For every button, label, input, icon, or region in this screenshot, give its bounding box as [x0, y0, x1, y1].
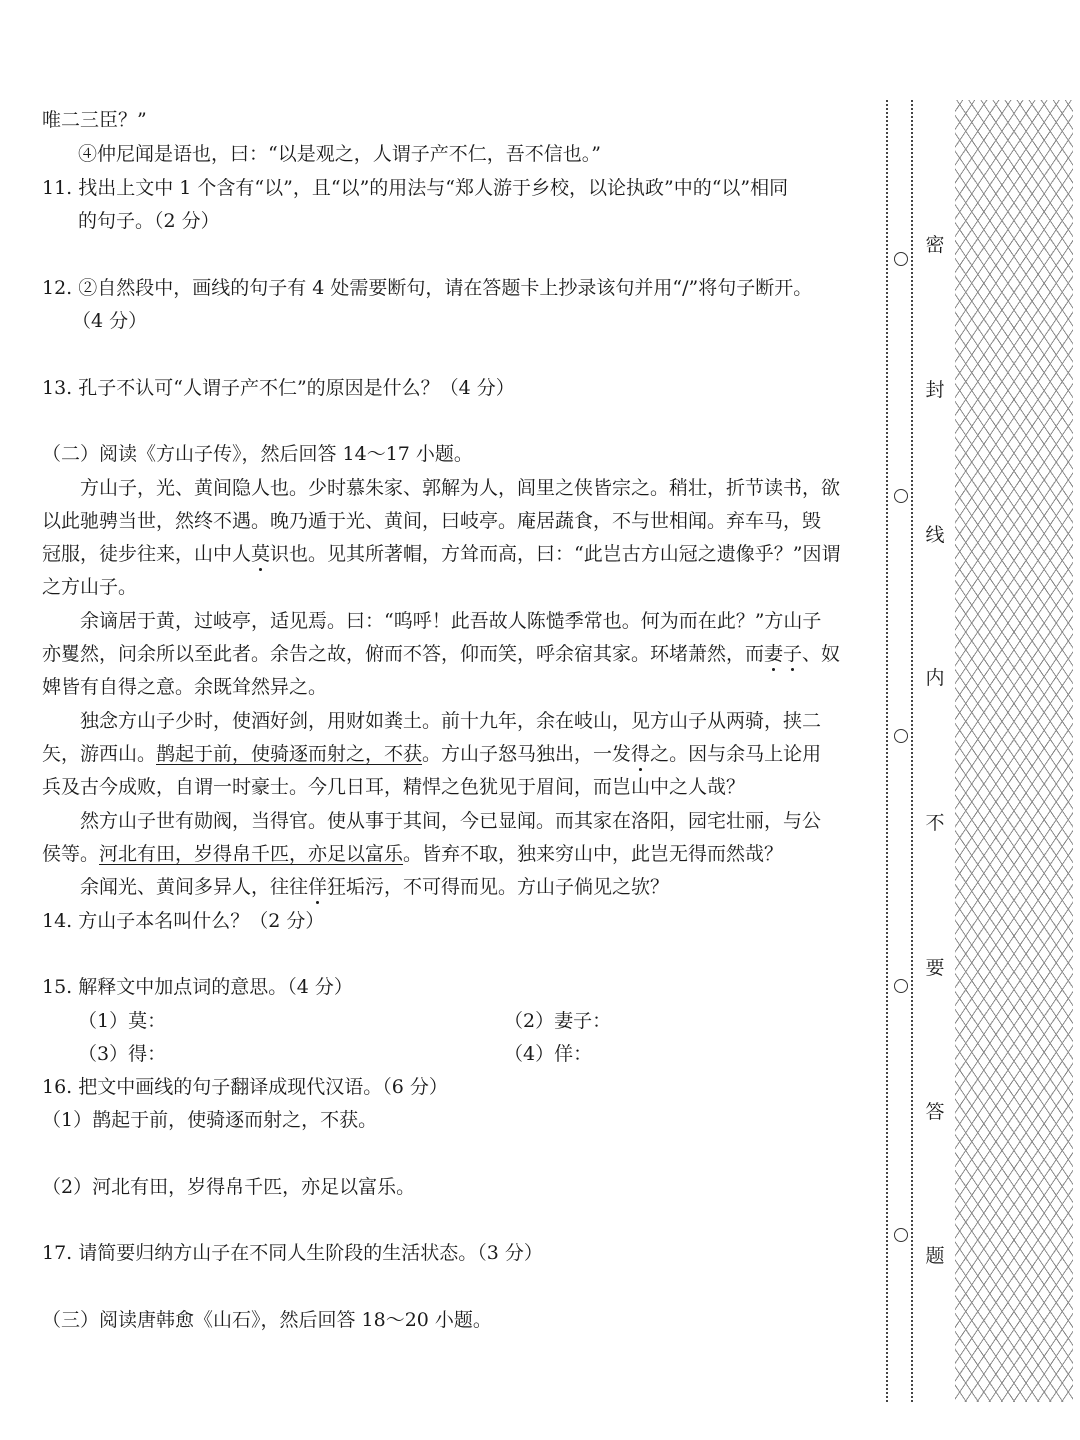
seal-char: 要 [925, 957, 945, 979]
question-12: 12. ②自然段中，画线的句子有 4 处需要断句，请在答题卡上抄录该句并用“/”将句子断开。 [42, 277, 813, 299]
seal-char: 内 [925, 667, 945, 689]
dotted-word-de: 得 [631, 743, 651, 765]
binding-hole-icon [894, 979, 908, 993]
seal-char: 线 [925, 524, 945, 546]
passage-line: 亦矍然，问余所以至此者。余告之故，俯而不答，仰而笑，呼余宿其家。环堵萧然，而妻子、奴 [42, 643, 841, 665]
passage-line: 以此驰骋当世，然终不遇。晚乃遁于光、黄间，曰岐亭。庵居蔬食，不与世相闻。弃车马，毁 [42, 510, 822, 532]
dotted-word-qi: 妻 [764, 643, 784, 665]
passage-line: 余闻光、黄间多异人，往往佯狂垢污，不可得而见。方山子倘见之欤？ [80, 876, 670, 898]
dotted-word-yang: 佯 [308, 876, 328, 898]
passage-line: 唯二三臣？” [42, 109, 147, 131]
passage-line: 之方山子。 [42, 576, 138, 598]
seal-dotted-line [911, 100, 913, 1402]
underlined-sentence-2: 河北有田，岁得帛千匹，亦足以富乐 [99, 843, 404, 865]
passage-line: 方山子，光、黄间隐人也。少时慕朱家、郭解为人，闾里之侠皆宗之。稍壮，折节读书，欲 [80, 477, 841, 499]
question-16-item-2: （2）河北有田，岁得帛千匹，亦足以富乐。 [42, 1176, 416, 1198]
question-12-score: （4 分） [72, 310, 148, 332]
underlined-sentence-1: 鹊起于前，使骑逐而射之，不获 [156, 743, 423, 765]
binding-hole-icon [894, 252, 908, 266]
question-15-item-2: （2）妻子： [504, 1010, 612, 1032]
seal-char: 不 [925, 812, 945, 834]
hatched-margin [955, 100, 1073, 1402]
question-15: 15. 解释文中加点词的意思。（4 分） [42, 976, 353, 998]
passage-line: ④仲尼闻是语也，曰：“以是观之，人谓子产不仁，吾不信也。” [78, 143, 601, 165]
section-heading-3: （三）阅读唐韩愈《山石》，然后回答 18～20 小题。 [42, 1309, 492, 1331]
question-15-item-1: （1）莫： [78, 1010, 167, 1032]
question-13: 13. 孔子不认可“人谓子产不仁”的原因是什么？（4 分） [42, 377, 515, 399]
passage-line: 余谪居于黄，过岐亭，适见焉。曰：“呜呼！此吾故人陈慥季常也。何为而在此？”方山子 [80, 610, 822, 632]
question-17: 17. 请简要归纳方山子在不同人生阶段的生活状态。（3 分） [42, 1242, 543, 1264]
passage-line: 独念方山子少时，使酒好剑，用财如粪土。前十九年，余在岐山，见方山子从两骑，挟二 [80, 710, 822, 732]
seal-char: 答 [925, 1101, 945, 1123]
passage-line: 矢，游西山。鹊起于前，使骑逐而射之，不获。方山子怒马独出，一发得之。因与余马上论用 [42, 743, 822, 765]
passage-line: 侯等。河北有田，岁得帛千匹，亦足以富乐。皆弃不取，独来穷山中，此岂无得而然哉？ [42, 843, 784, 865]
question-14: 14. 方山子本名叫什么？（2 分） [42, 910, 325, 932]
question-16: 16. 把文中画线的句子翻译成现代汉语。（6 分） [42, 1076, 448, 1098]
seal-char: 封 [925, 379, 945, 401]
seal-dotted-line [886, 100, 888, 1402]
dotted-word-mo: 莫 [251, 543, 271, 565]
question-11: 11. 找出上文中 1 个含有“以”，且“以”的用法与“郑人游于乡校，以论执政”中的“以”相同 [42, 177, 789, 199]
binding-hole-icon [894, 729, 908, 743]
passage-line: 兵及古今成败，自谓一时豪士。今几日耳，精悍之色犹见于眉间，而岂山中之人哉？ [42, 776, 746, 798]
question-15-item-4: （4）佯： [504, 1043, 593, 1065]
question-16-item-1: （1）鹊起于前，使骑逐而射之，不获。 [42, 1109, 378, 1131]
question-11-cont: 的句子。（2 分） [78, 210, 220, 232]
dotted-word-zi: 子 [783, 643, 803, 665]
section-heading-2: （二）阅读《方山子传》，然后回答 14～17 小题。 [42, 443, 473, 465]
passage-line: 婢皆有自得之意。余既耸然异之。 [42, 676, 328, 698]
binding-hole-icon [894, 1228, 908, 1242]
seal-char: 题 [925, 1245, 945, 1267]
seal-char: 密 [925, 234, 945, 256]
passage-line: 然方山子世有勋阀，当得官。使从事于其间，今已显闻。而其家在洛阳，园宅壮丽，与公 [80, 810, 822, 832]
passage-line: 冠服，徒步往来，山中人莫识也。见其所著帽，方耸而高，曰：“此岂古方山冠之遗像乎？”因谓 [42, 543, 841, 565]
question-15-item-3: （3）得： [78, 1043, 167, 1065]
binding-hole-icon [894, 489, 908, 503]
